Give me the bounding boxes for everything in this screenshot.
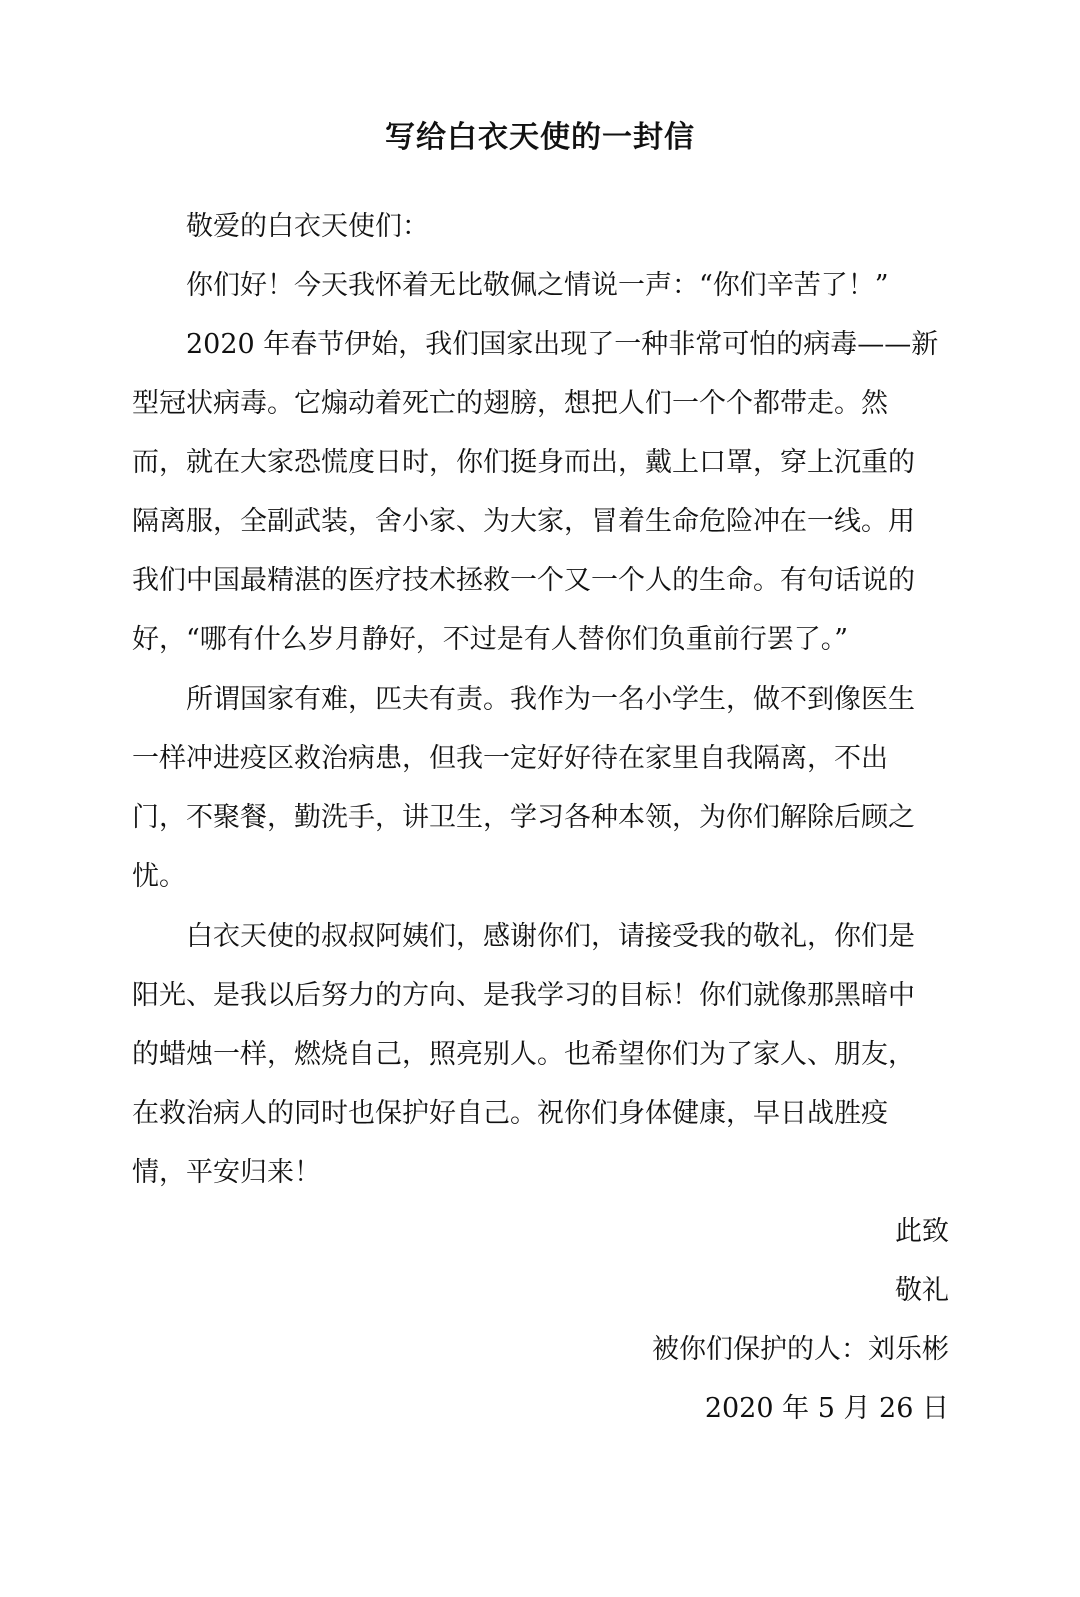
body-line: 隔离服，全副武装，舍小家、为大家，冒着生命危险冲在一线。用 [132, 506, 915, 537]
body-line: 忧。 [132, 861, 186, 892]
closing-jingli: 敬礼 [895, 1275, 949, 1306]
body-line: 门，不聚餐，勤洗手，讲卫生，学习各种本领，为你们解除后顾之 [132, 802, 915, 833]
letter-date: 2020 年 5 月 26 日 [704, 1393, 949, 1424]
letter-title: 写给白衣天使的一封信 [385, 120, 695, 155]
body-line: 2020 年春节伊始，我们国家出现了一种非常可怕的病毒——新 [186, 329, 939, 360]
body-line: 在救治病人的同时也保护好自己。祝你们身体健康，早日战胜疫 [132, 1098, 888, 1129]
body-line: 白衣天使的叔叔阿姨们，感谢你们，请接受我的敬礼，你们是 [186, 921, 915, 952]
salutation: 敬爱的白衣天使们： [186, 211, 429, 242]
body-line: 的蜡烛一样，燃烧自己，照亮别人。也希望你们为了家人、朋友， [132, 1039, 915, 1070]
signature: 被你们保护的人：刘乐彬 [652, 1334, 949, 1365]
body-line: 型冠状病毒。它煽动着死亡的翅膀，想把人们一个个都带走。然 [132, 388, 888, 419]
closing-cizhi: 此致 [895, 1216, 949, 1247]
body-line: 情，平安归来！ [132, 1157, 321, 1188]
body-line: 而，就在大家恐慌度日时，你们挺身而出，戴上口罩，穿上沉重的 [132, 447, 915, 478]
greeting-line: 你们好！今天我怀着无比敬佩之情说一声：“你们辛苦了！” [186, 270, 889, 301]
body-line: 一样冲进疫区救治病患，但我一定好好待在家里自我隔离，不出 [132, 743, 888, 774]
body-line: 所谓国家有难，匹夫有责。我作为一名小学生，做不到像医生 [186, 684, 915, 715]
body-line: 阳光、是我以后努力的方向、是我学习的目标！你们就像那黑暗中 [132, 980, 915, 1011]
body-line: 我们中国最精湛的医疗技术拯救一个又一个人的生命。有句话说的 [132, 565, 915, 596]
body-line: 好，“哪有什么岁月静好，不过是有人替你们负重前行罢了。” [132, 624, 849, 655]
